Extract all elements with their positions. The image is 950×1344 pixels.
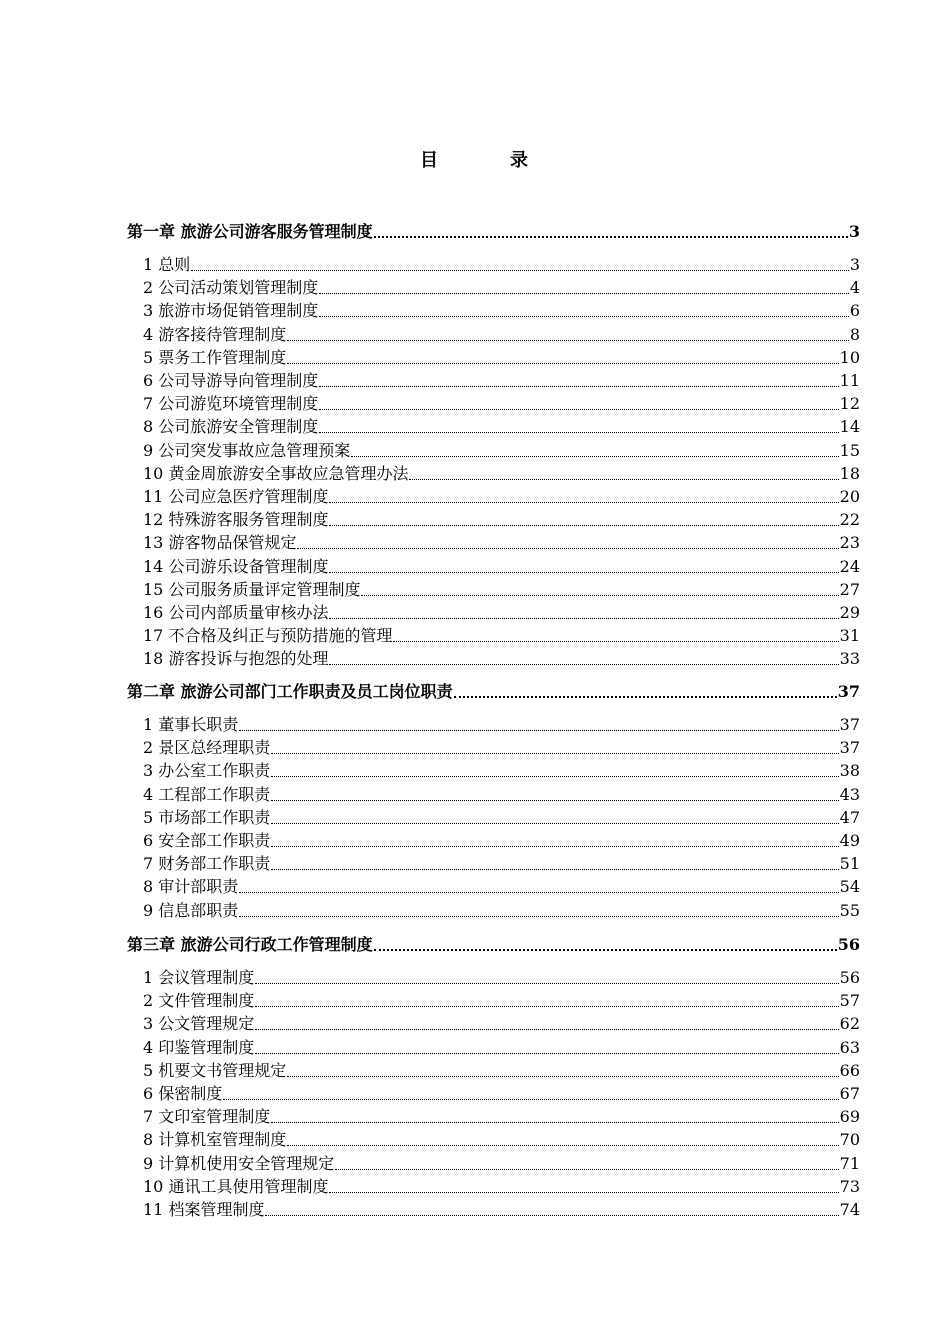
toc-item-entry[interactable] xyxy=(143,485,860,507)
item-title: 9 计算机使用安全管理规定 xyxy=(143,1153,335,1173)
toc-item-entry[interactable] xyxy=(143,508,860,530)
item-title: 7 公司游览环境管理制度 xyxy=(143,394,319,414)
page-number: 15 xyxy=(839,440,860,460)
toc-item-entry[interactable] xyxy=(143,299,860,321)
chapter-title: 第二章 旅游公司部门工作职责及员工岗位职责 xyxy=(127,682,453,701)
toc-item-entry[interactable] xyxy=(143,989,860,1011)
item-title: 7 财务部工作职责 xyxy=(143,854,271,874)
item-title: 3 办公室工作职责 xyxy=(143,761,271,781)
toc-item-entry[interactable] xyxy=(143,578,860,600)
toc-chapter-entry[interactable] xyxy=(127,680,860,702)
toc-item-entry[interactable] xyxy=(143,392,860,414)
item-title: 4 印鉴管理制度 xyxy=(143,1037,255,1057)
dot-leader xyxy=(239,730,838,731)
toc-item-entry[interactable] xyxy=(143,531,860,553)
page-number: 18 xyxy=(839,463,860,483)
page-number: 56 xyxy=(839,968,860,987)
item-title: 5 机要文书管理规定 xyxy=(143,1060,287,1080)
item-title: 11 档案管理制度 xyxy=(143,1200,265,1219)
page-number: 12 xyxy=(839,394,860,414)
dot-leader xyxy=(239,916,838,917)
toc-item-entry[interactable] xyxy=(143,1105,860,1127)
toc-item-entry[interactable] xyxy=(143,555,860,577)
dot-leader xyxy=(335,1169,838,1170)
dot-leader xyxy=(255,1053,838,1054)
dot-leader xyxy=(393,641,838,642)
dot-leader xyxy=(287,1145,838,1146)
dot-leader xyxy=(319,409,838,410)
page-number: 8 xyxy=(849,324,860,344)
page-number: 74 xyxy=(839,1200,860,1219)
dot-leader xyxy=(329,618,838,619)
page-number: 3 xyxy=(848,222,860,241)
page-number: 70 xyxy=(839,1130,860,1150)
item-title: 1 会议管理制度 xyxy=(143,968,255,987)
item-title: 14 公司游乐设备管理制度 xyxy=(143,556,329,576)
toc-item-entry[interactable] xyxy=(143,253,860,275)
page-number: 27 xyxy=(839,579,860,599)
dot-leader xyxy=(271,753,838,754)
dot-leader xyxy=(191,270,849,271)
page-number: 11 xyxy=(839,371,860,390)
page-number: 37 xyxy=(839,715,860,734)
dot-leader xyxy=(329,502,838,503)
dot-leader xyxy=(271,776,838,777)
page-number: 10 xyxy=(839,347,860,367)
page-number: 20 xyxy=(839,487,860,506)
page-number: 6 xyxy=(849,301,860,321)
item-title: 12 特殊游客服务管理制度 xyxy=(143,510,329,530)
dot-leader xyxy=(287,363,838,364)
toc-item-entry[interactable] xyxy=(143,1012,860,1034)
toc-item-entry[interactable] xyxy=(143,601,860,623)
toc-item-entry[interactable] xyxy=(143,806,860,828)
item-title: 9 公司突发事故应急管理预案 xyxy=(143,440,351,460)
dot-leader xyxy=(319,432,838,433)
page-number: 57 xyxy=(839,991,860,1011)
page-number: 69 xyxy=(839,1107,860,1127)
page-number: 47 xyxy=(839,807,860,827)
page-number: 37 xyxy=(839,738,860,758)
toc-item-entry[interactable] xyxy=(143,276,860,298)
item-title: 16 公司内部质量审核办法 xyxy=(143,603,329,622)
page-number: 33 xyxy=(839,649,860,669)
dot-leader xyxy=(329,525,838,526)
item-title: 11 公司应急医疗管理制度 xyxy=(143,487,329,506)
item-title: 8 计算机室管理制度 xyxy=(143,1130,287,1150)
page-number: 54 xyxy=(839,877,860,897)
page-number: 66 xyxy=(839,1060,860,1080)
item-title: 4 游客接待管理制度 xyxy=(143,324,287,344)
dot-leader xyxy=(361,595,838,596)
item-title: 17 不合格及纠正与预防措施的管理 xyxy=(143,626,393,646)
toc-item-entry[interactable] xyxy=(143,439,860,461)
item-title: 6 公司导游导向管理制度 xyxy=(143,371,319,390)
page-number: 49 xyxy=(839,831,860,850)
page-number: 14 xyxy=(839,417,860,437)
page-number: 63 xyxy=(839,1037,860,1057)
item-title: 1 董事长职责 xyxy=(143,715,239,734)
page-number: 4 xyxy=(849,278,860,298)
toc-item-entry[interactable] xyxy=(143,1059,860,1081)
toc-item-entry[interactable] xyxy=(143,852,860,874)
dot-leader xyxy=(271,800,838,801)
dot-leader xyxy=(329,1192,838,1193)
item-title: 6 安全部工作职责 xyxy=(143,831,271,850)
toc-item-entry[interactable] xyxy=(143,647,860,669)
toc-item-entry[interactable] xyxy=(143,369,860,391)
item-title: 6 保密制度 xyxy=(143,1084,223,1103)
toc-item-entry[interactable] xyxy=(143,1082,860,1104)
item-title: 2 景区总经理职责 xyxy=(143,738,271,758)
dot-leader xyxy=(374,236,848,238)
page-number: 73 xyxy=(839,1176,860,1196)
toc-item-entry[interactable] xyxy=(143,323,860,345)
toc-item-entry[interactable] xyxy=(143,966,860,988)
page-number: 43 xyxy=(839,784,860,804)
item-title: 4 工程部工作职责 xyxy=(143,784,271,804)
dot-leader xyxy=(271,869,838,870)
item-title: 7 文印室管理制度 xyxy=(143,1107,271,1127)
toc-item-entry[interactable] xyxy=(143,1128,860,1150)
dot-leader xyxy=(374,949,837,951)
toc-item-entry[interactable] xyxy=(143,759,860,781)
chapter-title: 第一章 旅游公司游客服务管理制度 xyxy=(127,222,373,241)
item-title: 8 审计部职责 xyxy=(143,877,239,897)
dot-leader xyxy=(287,340,849,341)
dot-leader xyxy=(265,1215,838,1216)
page-number: 24 xyxy=(839,556,860,576)
item-title: 5 票务工作管理制度 xyxy=(143,347,287,367)
page-number: 71 xyxy=(839,1153,860,1173)
dot-leader xyxy=(409,479,838,480)
toc-item-entry[interactable] xyxy=(143,1175,860,1197)
item-title: 10 黄金周旅游安全事故应急管理办法 xyxy=(143,463,409,483)
dot-leader xyxy=(223,1099,838,1100)
dot-leader xyxy=(329,664,838,665)
dot-leader xyxy=(255,1006,838,1007)
item-title: 10 通讯工具使用管理制度 xyxy=(143,1176,329,1196)
toc-chapter-entry[interactable] xyxy=(127,933,860,955)
dot-leader xyxy=(319,293,849,294)
toc-chapter-entry[interactable] xyxy=(127,220,860,242)
toc-item-entry[interactable] xyxy=(143,415,860,437)
dot-leader xyxy=(255,983,838,984)
dot-leader xyxy=(319,386,838,387)
toc-title-char-2: 录 xyxy=(510,150,530,171)
dot-leader xyxy=(255,1029,838,1030)
page-number: 56 xyxy=(837,935,860,954)
dot-leader xyxy=(454,696,837,698)
toc-item-entry[interactable] xyxy=(143,713,860,735)
dot-leader xyxy=(271,846,838,847)
page-number: 3 xyxy=(849,255,860,274)
dot-leader xyxy=(329,572,838,573)
dot-leader xyxy=(287,1076,838,1077)
toc-title xyxy=(0,146,950,172)
toc-item-entry[interactable] xyxy=(143,736,860,758)
toc-item-entry[interactable] xyxy=(143,899,860,921)
chapter-title: 第三章 旅游公司行政工作管理制度 xyxy=(127,935,373,954)
toc-item-entry[interactable] xyxy=(143,829,860,851)
toc-item-entry[interactable] xyxy=(143,783,860,805)
toc-title-char-1: 目 xyxy=(420,150,440,171)
item-title: 2 文件管理制度 xyxy=(143,991,255,1011)
page-number: 55 xyxy=(839,900,860,920)
item-title: 13 游客物品保管规定 xyxy=(143,533,297,553)
toc-item-entry[interactable] xyxy=(143,624,860,646)
page-number: 29 xyxy=(839,603,860,622)
item-title: 2 公司活动策划管理制度 xyxy=(143,278,319,298)
toc-item-entry[interactable] xyxy=(143,1036,860,1058)
item-title: 1 总则 xyxy=(143,255,191,274)
dot-leader xyxy=(297,548,838,549)
page-number: 31 xyxy=(839,626,860,646)
page-number: 62 xyxy=(839,1014,860,1034)
toc-item-entry[interactable] xyxy=(143,875,860,897)
dot-leader xyxy=(319,316,849,317)
page-number: 37 xyxy=(837,682,860,701)
item-title: 8 公司旅游安全管理制度 xyxy=(143,417,319,437)
dot-leader xyxy=(239,892,838,893)
toc-item-entry[interactable] xyxy=(143,1198,860,1220)
item-title: 9 信息部职责 xyxy=(143,900,239,920)
dot-leader xyxy=(271,1122,838,1123)
dot-leader xyxy=(351,456,838,457)
toc-item-entry[interactable] xyxy=(143,346,860,368)
dot-leader xyxy=(271,823,838,824)
page-number: 38 xyxy=(839,761,860,781)
page-number: 67 xyxy=(839,1084,860,1103)
toc-item-entry[interactable] xyxy=(143,462,860,484)
page-number: 22 xyxy=(839,510,860,530)
item-title: 15 公司服务质量评定管理制度 xyxy=(143,579,361,599)
toc-item-entry[interactable] xyxy=(143,1152,860,1174)
item-title: 3 公文管理规定 xyxy=(143,1014,255,1034)
item-title: 3 旅游市场促销管理制度 xyxy=(143,301,319,321)
page-number: 23 xyxy=(839,533,860,553)
page-number: 51 xyxy=(839,854,860,874)
item-title: 5 市场部工作职责 xyxy=(143,807,271,827)
item-title: 18 游客投诉与抱怨的处理 xyxy=(143,649,329,669)
